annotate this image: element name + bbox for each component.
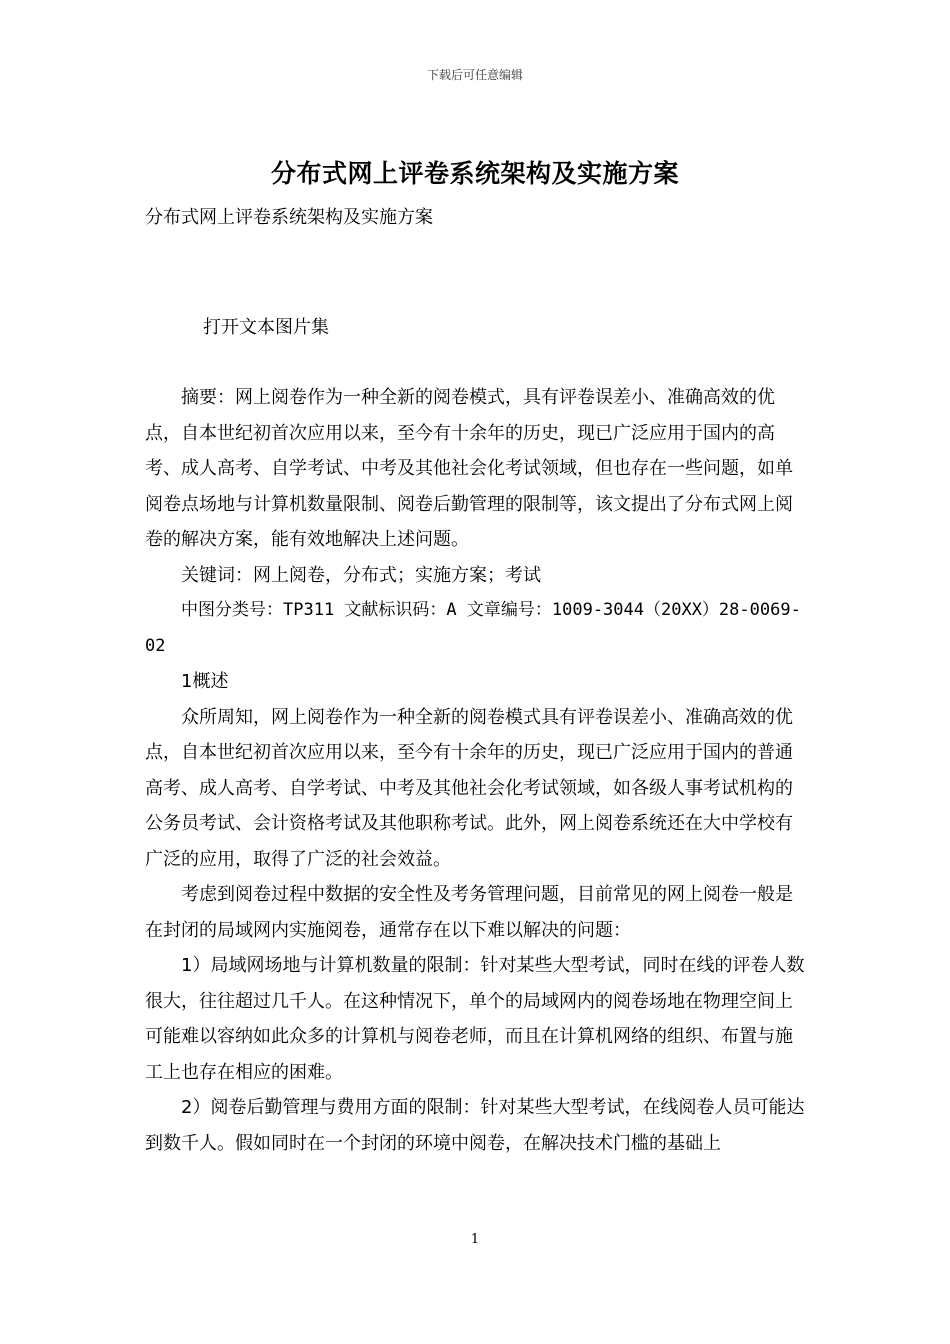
abstract-paragraph: 摘要：网上阅卷作为一种全新的阅卷模式，具有评卷误差小、准确高效的优点，自本世纪初首次应用以来，至今有十余年的历史，现已广泛应用于国内的高考、成人高考、自学考试、中考及其他社会化考试领域，但也存在一些问题，如单阅卷点场地与计算机数量限制、阅卷后勤管理的限制等，该文提出了分布式网上阅卷的解决方案，能有效地解决上述问题。 xyxy=(145,387,793,550)
classification-line: 中图分类号：TP311 文献标识码：A 文章编号：1009-3044（20XX）28-0069-02 xyxy=(145,600,801,656)
page-number: 1 xyxy=(470,1232,480,1247)
body-paragraph: 2）阅卷后勤管理与费用方面的限制：针对某些大型考试，在线阅卷人员可能达到数千人。假如同时在一个封闭的环境中阅卷，在解决技术门槛的基础上 xyxy=(145,1097,805,1154)
document-subtitle: 分布式网上评卷系统架构及实施方案 xyxy=(145,207,433,228)
page-header: 下载后可任意编辑 xyxy=(426,68,523,82)
document-body xyxy=(145,200,809,1161)
document-title: 分布式网上评卷系统架构及实施方案 xyxy=(270,159,679,188)
body-paragraph: 众所周知，网上阅卷作为一种全新的阅卷模式具有评卷误差小、准确高效的优点，自本世纪初首次应用以来，至今有十余年的历史，现已广泛应用于国内的普通高考、成人高考、自学考试、中考及其他社会化考试领域，如各级人事考试机构的公务员考试、会计资格考试及其他职称考试。此外，网上阅卷系统还在大中学校有广泛的应用，取得了广泛的社会效益。 xyxy=(145,706,793,870)
body-paragraph: 考虑到阅卷过程中数据的安全性及考务管理问题，目前常见的网上阅卷一般是在封闭的局域网内实施阅卷，通常存在以下难以解决的问题： xyxy=(145,884,793,941)
open-gallery-link[interactable]: 打开文本图片集 xyxy=(203,316,329,338)
section-heading: 1概述 xyxy=(181,671,229,692)
body-paragraph: 1）局域网场地与计算机数量的限制：针对某些大型考试，同时在线的评卷人数很大，往往超过几千人。在这种情况下，单个的局域网内的阅卷场地在物理空间上可能难以容纳如此众多的计算机与阅卷老师，而且在计算机网络的组织、布置与施工上也存在相应的困难。 xyxy=(145,955,805,1083)
keywords-line: 关键词：网上阅卷，分布式；实施方案；考试 xyxy=(181,564,541,586)
